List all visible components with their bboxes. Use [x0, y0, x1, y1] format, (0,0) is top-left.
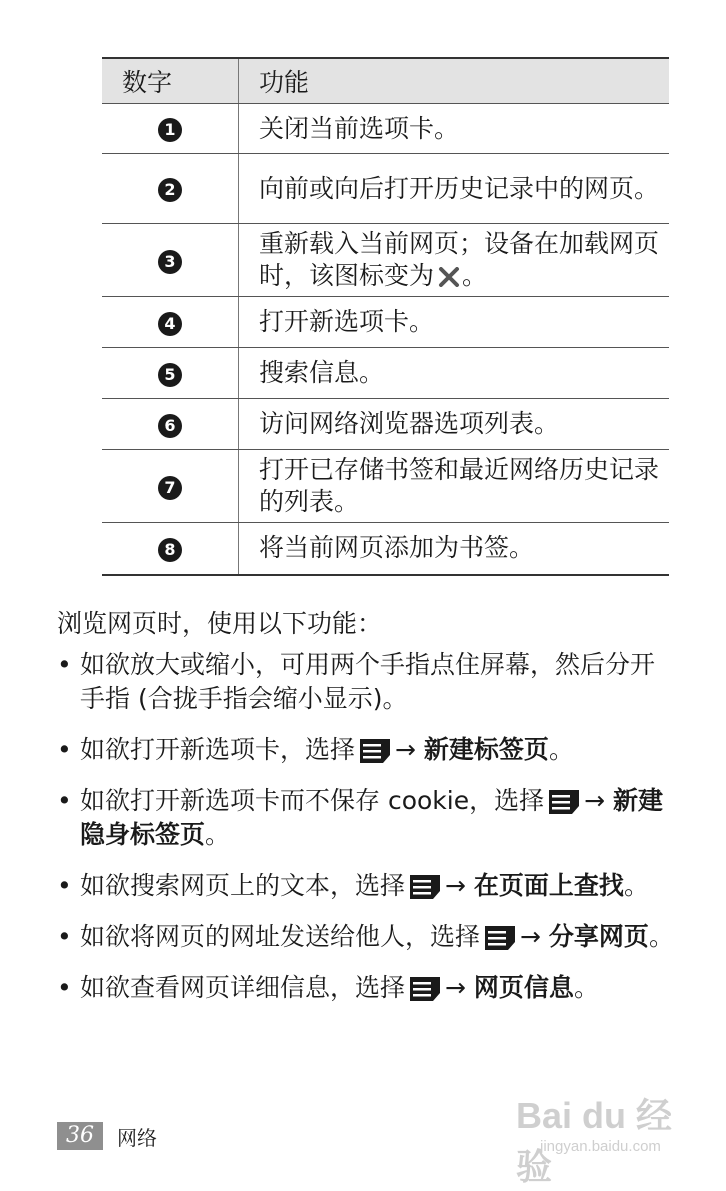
- table-header-row: [102, 58, 669, 104]
- number-badge: 3: [158, 250, 182, 274]
- row-description: 打开已存储书签和最近网络历史记录的列表。: [239, 450, 670, 523]
- header-function: 功能: [239, 58, 670, 104]
- row-description: 搜索信息。: [239, 348, 670, 399]
- table-row: [102, 224, 669, 297]
- page-footer: [57, 1122, 157, 1150]
- watermark-brand: Bai du 经验: [516, 1095, 673, 1187]
- list-item: • 如欲放大或缩小，可用两个手指点住屏幕，然后分开手指 (合拢手指会缩小显示)。: [57, 650, 656, 713]
- intro-text: 浏览网页时，使用以下功能：: [57, 609, 383, 638]
- list-item: • 如欲打开新选项卡而不保存 cookie，选择 → 新建隐身标签页。: [57, 786, 664, 849]
- list-item: • 如欲搜索网页上的文本，选择 → 在页面上查找。: [57, 871, 649, 900]
- table-row: [102, 523, 669, 575]
- watermark-url: jingyan.baidu.com: [540, 1138, 661, 1155]
- row-description: 关闭当前选项卡。: [239, 104, 670, 154]
- baidu-watermark: [516, 1080, 686, 1187]
- number-badge: 2: [158, 178, 182, 202]
- page-number: 36: [57, 1122, 103, 1150]
- table-row: [102, 104, 669, 154]
- header-number: 数字: [102, 58, 239, 104]
- section-name: 网络: [117, 1125, 157, 1150]
- row-description: 将当前网页添加为书签。: [239, 523, 670, 575]
- number-badge: 8: [158, 538, 182, 562]
- row-description: 访问网络浏览器选项列表。: [239, 399, 670, 450]
- feature-list: [57, 648, 677, 1022]
- number-badge: 7: [158, 476, 182, 500]
- row-description: 重新载入当前网页；设备在加载网页时，该图标变为 。: [239, 224, 670, 297]
- table-row: [102, 348, 669, 399]
- menu-icon: [549, 790, 579, 814]
- table-row: [102, 297, 669, 348]
- close-x-icon: [438, 267, 460, 287]
- number-badge: 1: [158, 118, 182, 142]
- row-description: 向前或向后打开历史记录中的网页。: [239, 154, 670, 224]
- table-row: [102, 154, 669, 224]
- menu-icon: [410, 977, 440, 1001]
- table-row: [102, 450, 669, 523]
- number-badge: 5: [158, 363, 182, 387]
- menu-icon: [410, 875, 440, 899]
- list-item: • 如欲打开新选项卡，选择 → 新建标签页。: [57, 735, 574, 764]
- number-badge: 6: [158, 414, 182, 438]
- table-row: [102, 399, 669, 450]
- list-item: • 如欲将网页的网址发送给他人，选择 → 分享网页。: [57, 922, 674, 951]
- menu-icon: [485, 926, 515, 950]
- number-badge: 4: [158, 312, 182, 336]
- menu-icon: [360, 739, 390, 763]
- row-description: 打开新选项卡。: [239, 297, 670, 348]
- function-table: [102, 57, 669, 576]
- list-item: • 如欲查看网页详细信息，选择 → 网页信息。: [57, 973, 599, 1002]
